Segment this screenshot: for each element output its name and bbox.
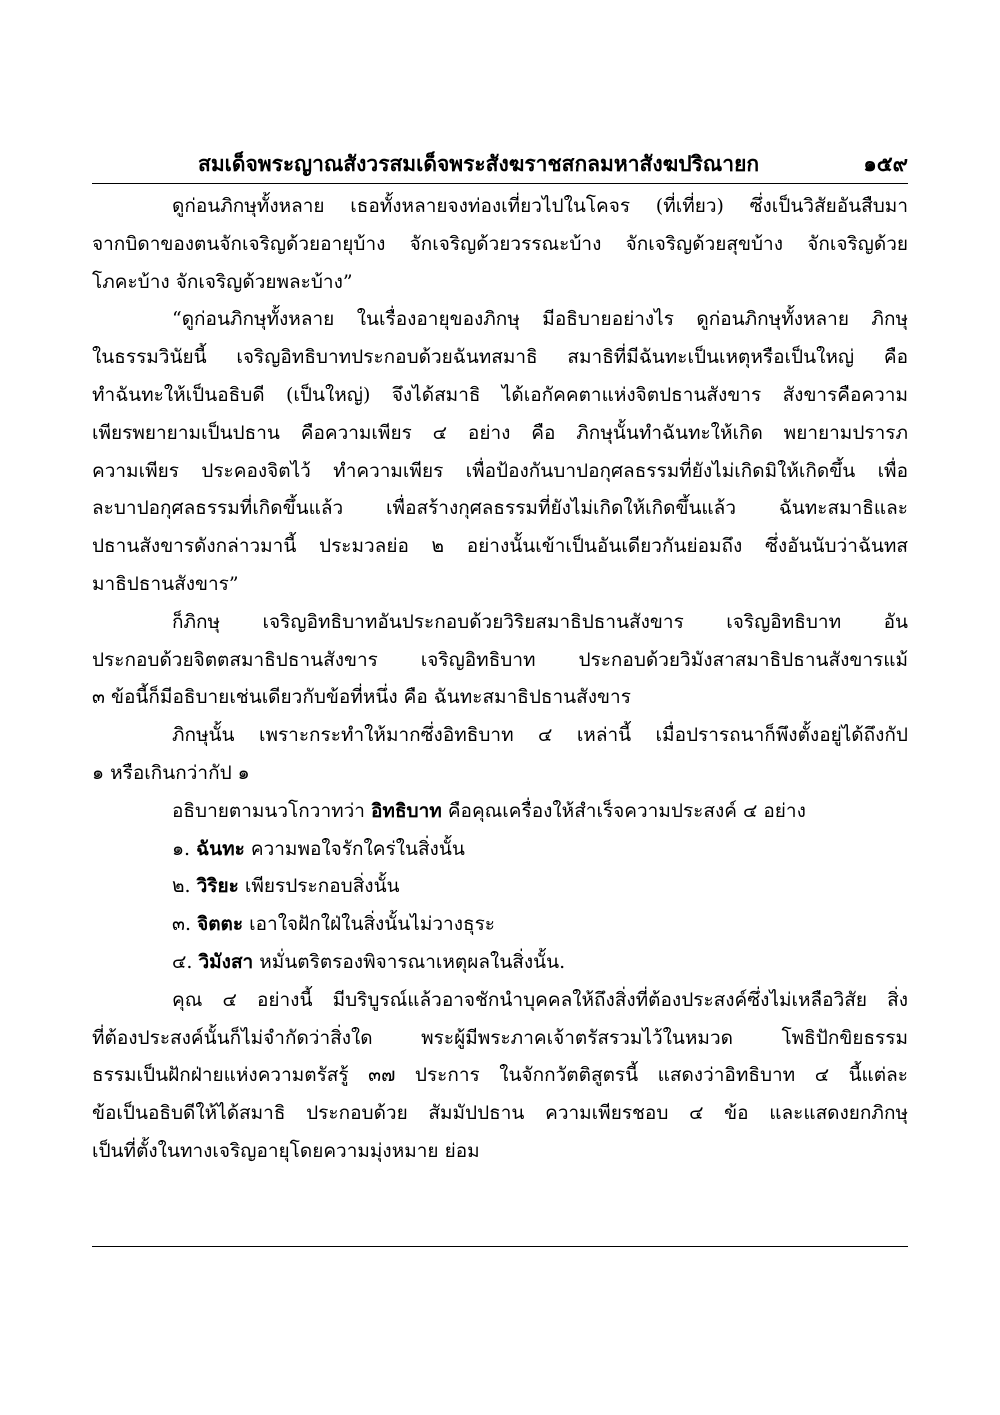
- text-line: โภคะบ้าง จักเจริญด้วยพละบ้าง”: [92, 270, 353, 293]
- text-run: อธิบายตามนวโกวาทว่า: [172, 799, 372, 822]
- list-item: [92, 944, 908, 982]
- text-line: “ดูก่อนภิกษุทั้งหลาย ในเรื่องอายุของภิกษุ มีอธิบายอย่างไร ดูก่อนภิกษุทั้งหลาย ภิกษุ: [172, 308, 908, 331]
- paragraph-2: [92, 301, 908, 603]
- text-line: ธรรมเป็นฝักฝ่ายแห่งความตรัสรู้ ๓๗ ประการ ในจักกวัตติสูตรนี้ แสดงว่าอิทธิบาท ๔ นี้แต่ละ: [92, 1064, 908, 1087]
- text-line: ความเพียร ประคองจิตไว้ ทำความเพียร เพื่อป้องกันบาปอกุศลธรรมที่ยังไม่เกิดมิให้เกิดขึ้น เพื่อ: [92, 459, 908, 482]
- item-text: เอาใจฝักใฝ่ในสิ่งนั้นไม่วางธุระ: [249, 913, 495, 936]
- item-term: วิริยะ: [196, 875, 239, 898]
- item-number: ๑.: [172, 837, 191, 860]
- item-text: หมั่นตริตรองพิจารณาเหตุผลในสิ่งนั้น.: [259, 950, 566, 973]
- item-number: ๓.: [172, 913, 192, 936]
- text-run: คือคุณเครื่องให้สำเร็จความประสงค์ ๔ อย่าง: [441, 799, 806, 822]
- text-line: จากบิดาของตนจักเจริญด้วยอายุบ้าง จักเจริญด้วยวรรณะบ้าง จักเจริญด้วยสุขบ้าง จักเจริญด้วย: [92, 232, 908, 255]
- header-title: สมเด็จพระญาณสังวรสมเด็จพระสังฆราชสกลมหาสังฆปริณายก: [198, 151, 760, 176]
- footer-rule: [92, 1246, 908, 1247]
- body-text: [92, 188, 908, 1171]
- list-item: [92, 906, 908, 944]
- paragraph-6: [92, 982, 908, 1171]
- text-line: ในธรรมวินัยนี้ เจริญอิทธิบาทประกอบด้วยฉันทสมาธิ สมาธิที่มีฉันทะเป็นเหตุหรือเป็นใหญ่ คือ: [92, 346, 908, 369]
- list-item: [92, 831, 908, 869]
- text-line: ปธานสังขารดังกล่าวมานี้ ประมวลย่อ ๒ อย่างนั้นเข้าเป็นอันเดียวกันย่อมถึง ซึ่งอันนับว่าฉันทส: [92, 535, 908, 558]
- item-text: เพียรประกอบสิ่งนั้น: [244, 875, 400, 898]
- text-line: ดูก่อนภิกษุทั้งหลาย เธอทั้งหลายจงท่องเที่ยวไปในโคจร (ที่เที่ยว) ซึ่งเป็นวิสัยอันสืบมา: [172, 195, 908, 217]
- paragraph-1: [92, 188, 908, 301]
- text-line: ข้อเป็นอธิบดีให้ได้สมาธิ ประกอบด้วย สัมมัปปธาน ความเพียรชอบ ๔ ข้อ และแสดงยกภิกษุ: [92, 1102, 908, 1125]
- item-term: จิตตะ: [197, 913, 244, 936]
- item-text: ความพอใจรักใคร่ในสิ่งนั้น: [250, 837, 465, 860]
- text-line: เป็นที่ตั้งในทางเจริญอายุโดยความมุ่งหมาย ย่อม: [92, 1139, 480, 1162]
- paragraph-5: [92, 793, 908, 831]
- text-line: ๓ ข้อนี้ก็มีอธิบายเช่นเดียวกับข้อที่หนึ่ง คือ ฉันทะสมาธิปธานสังขาร: [92, 686, 631, 709]
- running-header: [92, 140, 908, 182]
- header-rule: [92, 183, 908, 184]
- paragraph-4: [92, 717, 908, 793]
- bold-term: อิทธิบาท: [371, 799, 442, 822]
- paragraph-3: [92, 604, 908, 717]
- text-line: ก็ภิกษุ เจริญอิทธิบาทอันประกอบด้วยวิริยสมาธิปธานสังขาร เจริญอิทธิบาท อัน: [172, 610, 908, 633]
- text-line: มาธิปธานสังขาร”: [92, 572, 239, 595]
- text-line: ภิกษุนั้น เพราะกระทำให้มากซึ่งอิทธิบาท ๔ เหล่านี้ เมื่อปรารถนาก็พึงตั้งอยู่ได้ถึงกัป: [172, 724, 908, 747]
- text-line: ละบาปอกุศลธรรมที่เกิดขึ้นแล้ว เพื่อสร้างกุศลธรรมที่ยังไม่เกิดให้เกิดขึ้นแล้ว ฉันทะสมาธิและ: [92, 497, 908, 520]
- item-term: วิมังสา: [198, 950, 254, 973]
- item-term: ฉันทะ: [196, 837, 245, 860]
- text-line: ๑ หรือเกินกว่ากัป ๑: [92, 761, 250, 784]
- text-line: ที่ต้องประสงค์นั้นก็ไม่จำกัดว่าสิ่งใด พระผู้มีพระภาคเจ้าตรัสรวมไว้ในหมวด โพธิปักขิยธรรม: [92, 1026, 908, 1049]
- list-item: [92, 868, 908, 906]
- page-number: ๑๕๙: [863, 151, 908, 176]
- item-number: ๔.: [172, 950, 193, 973]
- text-line: ทำฉันทะให้เป็นอธิบดี (เป็นใหญ่) จึงได้สมาธิ ได้เอกัคคตาแห่งจิตปธานสังขาร สังขารคือความ: [92, 383, 908, 406]
- text-line: คุณ ๔ อย่างนี้ มีบริบูรณ์แล้วอาจชักนำบุคคลให้ถึงสิ่งที่ต้องประสงค์ซึ่งไม่เหลือวิสัย สิ่ง: [172, 988, 908, 1011]
- item-number: ๒.: [172, 875, 191, 898]
- text-line: เพียรพยายามเป็นปธาน คือความเพียร ๔ อย่าง คือ ภิกษุนั้นทำฉันทะให้เกิด พยายามปรารภ: [92, 421, 908, 444]
- text-line: ประกอบด้วยจิตตสมาธิปธานสังขาร เจริญอิทธิบาท ประกอบด้วยวิมังสาสมาธิปธานสังขารแม้: [92, 648, 908, 671]
- numbered-list: [92, 831, 908, 982]
